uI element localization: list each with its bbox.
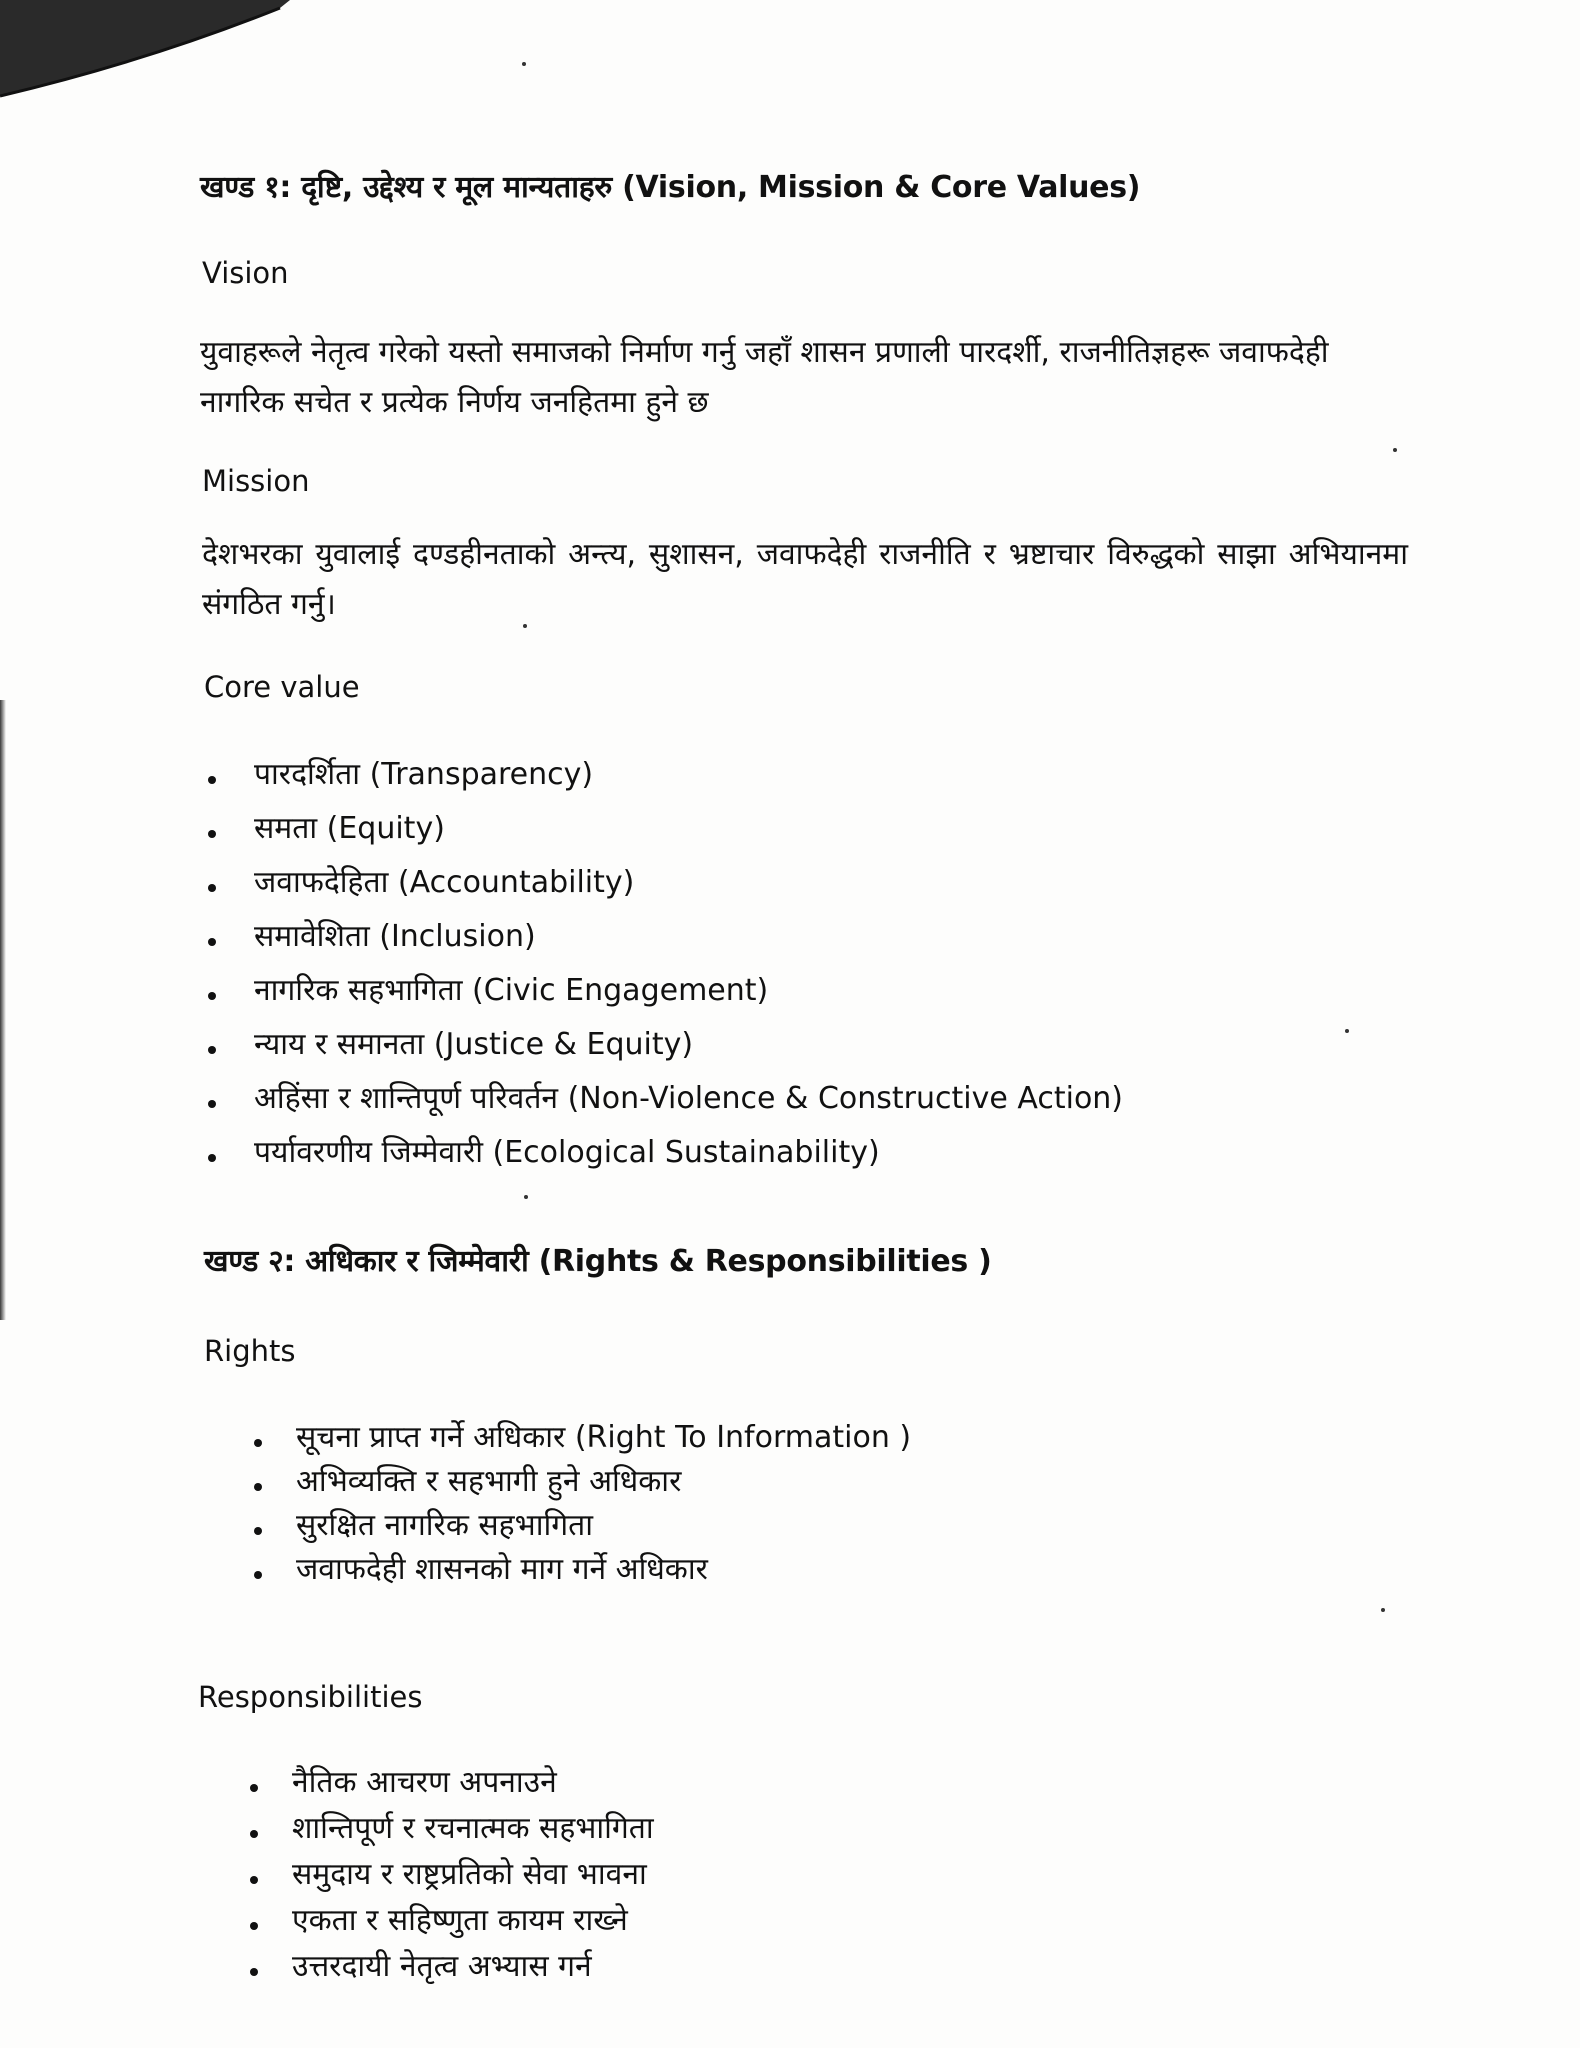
rights-item (250, 1504, 911, 1548)
responsibility-item-text: समुदाय र राष्ट्रप्रतिको सेवा भावना (292, 1857, 647, 1892)
core-value-item-text: नागरिक सहभागिता (Civic Engagement) (254, 973, 769, 1008)
core-value-item (204, 856, 1123, 910)
bullet-dot (250, 1922, 258, 1930)
core-value-item (204, 1018, 1123, 1072)
core-value-item-text: पर्यावरणीय जिम्मेवारी (Ecological Sustainability) (254, 1135, 880, 1170)
core-value-item-text: न्याय र समानता (Justice & Equity) (254, 1027, 694, 1062)
core-value-item-text: पारदर्शिता (Transparency) (254, 757, 594, 792)
bullet-dot (208, 884, 216, 892)
bullet-dot (208, 938, 216, 946)
bullet-dot (254, 1527, 262, 1535)
core-value-item-text: जवाफदेहिता (Accountability) (254, 865, 635, 900)
section2-heading: खण्ड २: अधिकार र जिम्मेवारी (Rights & Responsibilities ) (204, 1244, 992, 1279)
bullet-dot (254, 1571, 262, 1579)
core-value-item (204, 1126, 1123, 1180)
scan-speck (524, 1195, 528, 1199)
responsibility-item-text: एकता र सहिष्णुता कायम राख्ने (292, 1903, 628, 1938)
core-value-item-text: समता (Equity) (254, 811, 445, 846)
responsibility-item (246, 1944, 654, 1990)
scan-speck (522, 62, 526, 66)
bullet-dot (250, 1784, 258, 1792)
responsibility-item-text: नैतिक आचरण अपनाउने (292, 1765, 557, 1800)
responsibilities-label: Responsibilities (198, 1680, 423, 1714)
bullet-dot (208, 1154, 216, 1162)
responsibility-item (246, 1898, 654, 1944)
page-corner-mark (0, 0, 290, 110)
mission-text: देशभरका युवालाई दण्डहीनताको अन्त्य, सुशासन, जवाफदेही राजनीति र भ्रष्टाचार विरुद्धको साझा अभियानमा संगठित गर्नु। (202, 537, 1408, 622)
rights-item-text: जवाफदेही शासनको माग गर्ने अधिकार (296, 1552, 708, 1587)
scan-edge-shadow (0, 700, 6, 1320)
bullet-dot (254, 1439, 262, 1447)
bullet-dot (254, 1483, 262, 1491)
responsibility-item-text: शान्तिपूर्ण र रचनात्मक सहभागिता (292, 1811, 654, 1846)
bullet-dot (250, 1830, 258, 1838)
vision-text: युवाहरूले नेतृत्व गरेको यस्तो समाजको निर्माण गर्नु जहाँ शासन प्रणाली पारदर्शी, राजनीतिज्ञहरू जवाफदेही नागरिक सचेत र प्रत्येक निर्णय जनहितमा हुने छ (200, 335, 1329, 420)
core-value-label: Core value (204, 670, 360, 704)
bullet-dot (208, 776, 216, 784)
responsibility-item (246, 1806, 654, 1852)
scan-speck (1345, 1029, 1349, 1033)
bullet-dot (250, 1968, 258, 1976)
core-value-item-text: अहिंसा र शान्तिपूर्ण परिवर्तन (Non-Violence & Constructive Action) (254, 1081, 1124, 1116)
core-value-item (204, 1072, 1123, 1126)
responsibility-item (246, 1760, 654, 1806)
responsibility-item (246, 1852, 654, 1898)
core-value-item (204, 964, 1123, 1018)
rights-item (250, 1548, 911, 1592)
bullet-dot (208, 1046, 216, 1054)
bullet-dot (208, 992, 216, 1000)
rights-item-text: सूचना प्राप्त गर्ने अधिकार (Right To Information ) (296, 1420, 912, 1455)
rights-list (250, 1416, 911, 1592)
responsibility-item-text: उत्तरदायी नेतृत्व अभ्यास गर्न (292, 1949, 592, 1984)
vision-label: Vision (202, 256, 289, 290)
core-values-list (204, 748, 1123, 1180)
rights-item-text: अभिव्यक्ति र सहभागी हुने अधिकार (296, 1464, 682, 1499)
mission-label: Mission (202, 464, 310, 498)
bullet-dot (208, 830, 216, 838)
section1-heading: खण्ड १: दृष्टि, उद्देश्य र मूल मान्यताहरु (Vision, Mission & Core Values) (200, 170, 1141, 205)
scan-speck (1381, 1608, 1385, 1612)
rights-item-text: सुरक्षित नागरिक सहभागिता (296, 1508, 593, 1543)
rights-item (250, 1460, 911, 1504)
core-value-item (204, 802, 1123, 856)
core-value-item (204, 910, 1123, 964)
bullet-dot (250, 1876, 258, 1884)
rights-item (250, 1416, 911, 1460)
bullet-dot (208, 1100, 216, 1108)
core-value-item-text: समावेशिता (Inclusion) (254, 919, 536, 954)
responsibilities-list (246, 1760, 654, 1990)
rights-label: Rights (204, 1334, 296, 1368)
scan-speck (1393, 448, 1397, 452)
core-value-item (204, 748, 1123, 802)
